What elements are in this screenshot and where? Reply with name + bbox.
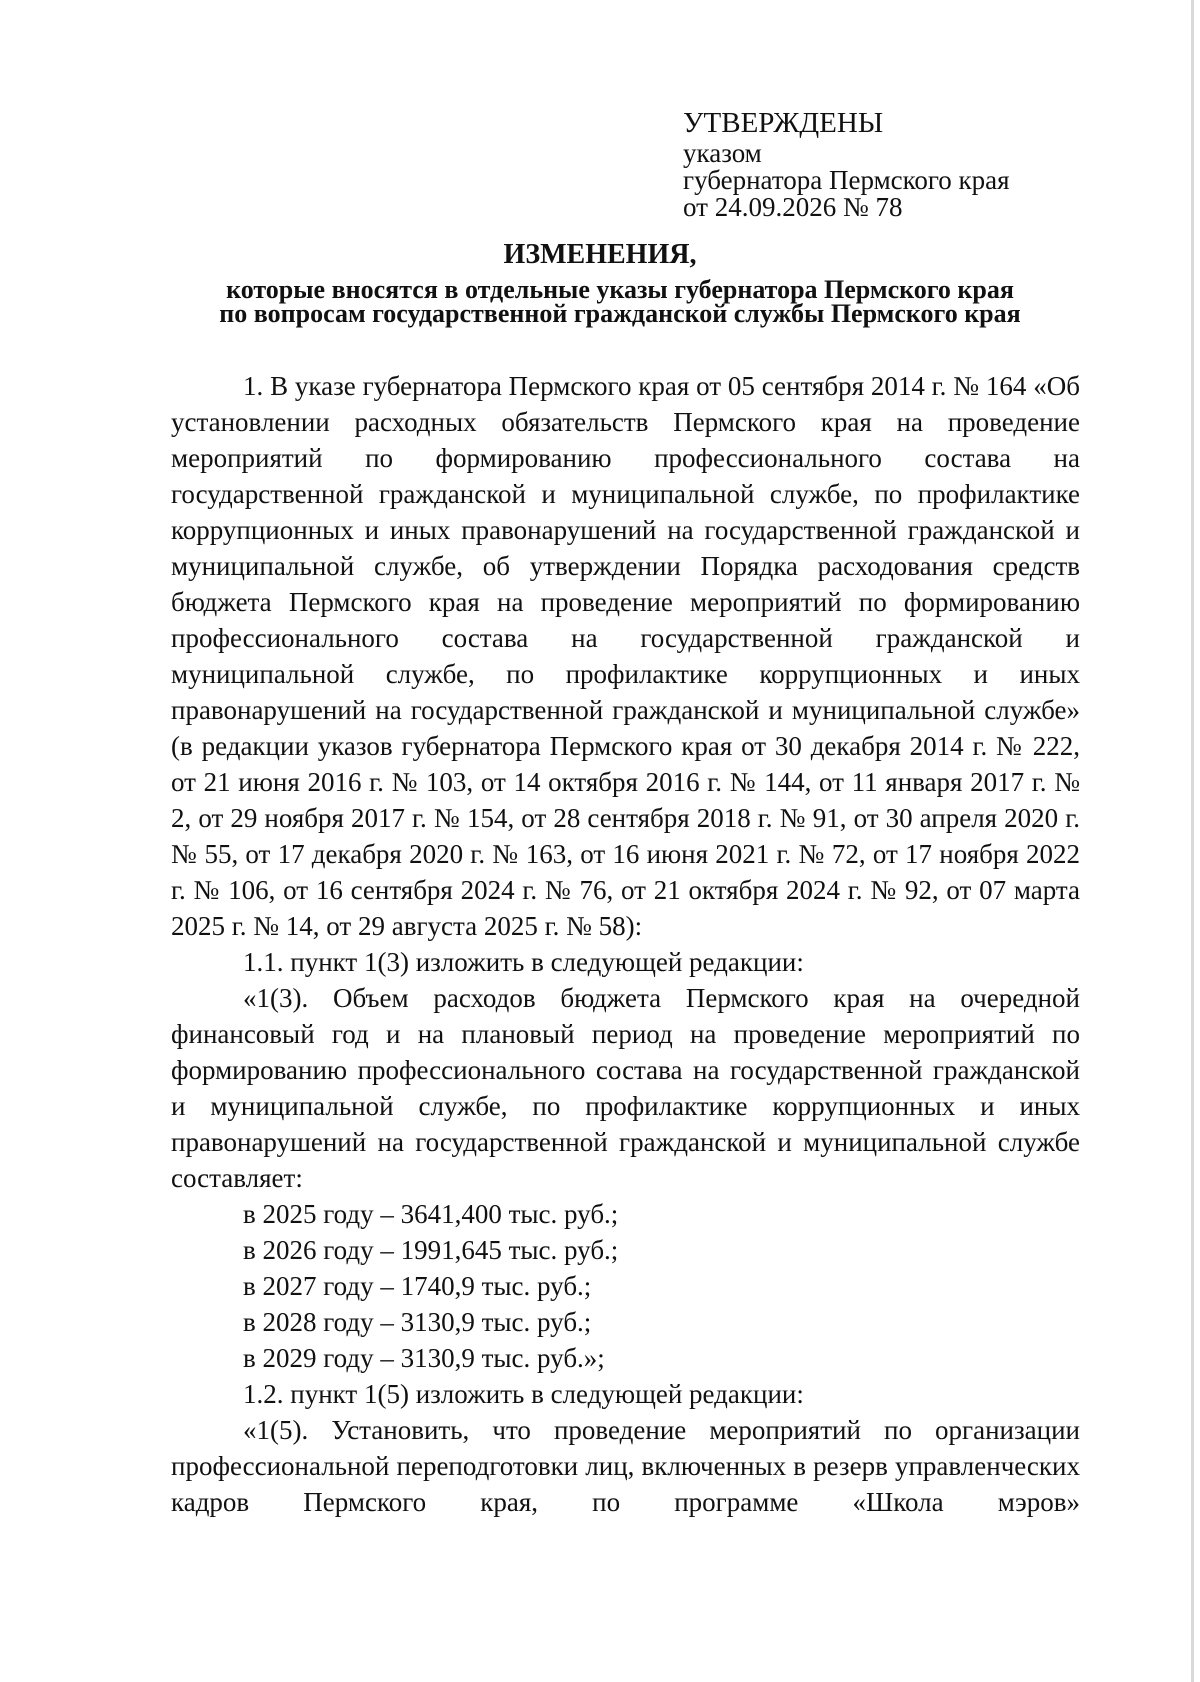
amount-2028: в 2028 году – 3130,9 тыс. руб.; [243,1307,592,1337]
document-body [171,368,1080,1520]
paragraph-1: 1. В указе губернатора Пермского края от 05 сентября 2014 г. № 164 «Об установлении расходных обязательств Пермского края на проведение мероприятий по формированию профессионального состава на государственной гражданской и муниципальной службе, по профилактике коррупционных и иных правонарушений на государственной гражданской и муниципальной службе, об утверждении Порядка расходования средств бюджета Пермского края на проведение мероприятий по формированию профессионального состава на государственной гражданской и муниципальной службе, по профилактике коррупционных и иных правонарушений на государственной гражданской и муниципальной службе» (в редакции указов губернатора Пермского края от 30 декабря 2014 г. № 222, от 21 июня 2016 г. № 103, от 14 октября 2016 г. № 144, от 11 января 2017 г. № 2, от 29 ноября 2017 г. № 154, от 28 сентября 2018 г. № 91, от 30 апреля 2020 г. № 55, от 17 декабря 2020 г. № 163, от 16 июня 2021 г. № 72, от 17 ноября 2022 г. № 106, от 16 сентября 2024 г. № 76, от 21 октября 2024 г. № 92, от 07 марта 2025 г. № 14, от 29 августа 2025 г. № 58): [171,371,1080,941]
paragraph-1-2: 1.2. пункт 1(5) изложить в следующей редакции: [243,1379,804,1409]
amount-2026: в 2026 году – 1991,645 тыс. руб.; [243,1235,619,1265]
paragraph-1-2-quote: «1(5). Установить, что проведение мероприятий по организации профессиональной переподготовки лиц, включенных в резерв управленческих кадров Пермского края, по программе «Школа мэров» [171,1415,1080,1517]
subtitle-line-2: по вопросам государственной гражданской службы Пермского края [219,299,1021,328]
paragraph-1-1-quote: «1(3). Объем расходов бюджета Пермского края на очередной финансовый год и на плановый период на проведение мероприятий по формированию профессионального состава на государственной гражданской и муниципальной службе, по профилактике коррупционных и иных правонарушений на государственной гражданской и муниципальной службе составляет: [171,983,1080,1193]
document-subtitle [160,275,1080,328]
approval-line-governor: губернатора Пермского края [683,165,1010,196]
amount-2029: в 2029 году – 3130,9 тыс. руб.»; [243,1343,605,1373]
approval-title: УТВЕРЖДЕНЫ [683,107,884,139]
approval-line-decree: указом [683,138,762,169]
subtitle-line-1: которые вносятся в отдельные указы губернатора Пермского края [226,275,1014,304]
paragraph-1-1: 1.1. пункт 1(3) изложить в следующей редакции: [243,947,804,977]
amount-2027: в 2027 году – 1740,9 тыс. руб.; [243,1271,592,1301]
approval-stamp [683,108,1123,221]
amount-2025: в 2025 году – 3641,400 тыс. руб.; [243,1199,619,1229]
document-title: ИЗМЕНЕНИЯ, [503,239,697,270]
approval-line-date-number: от 24.09.2026 № 78 [683,192,903,223]
